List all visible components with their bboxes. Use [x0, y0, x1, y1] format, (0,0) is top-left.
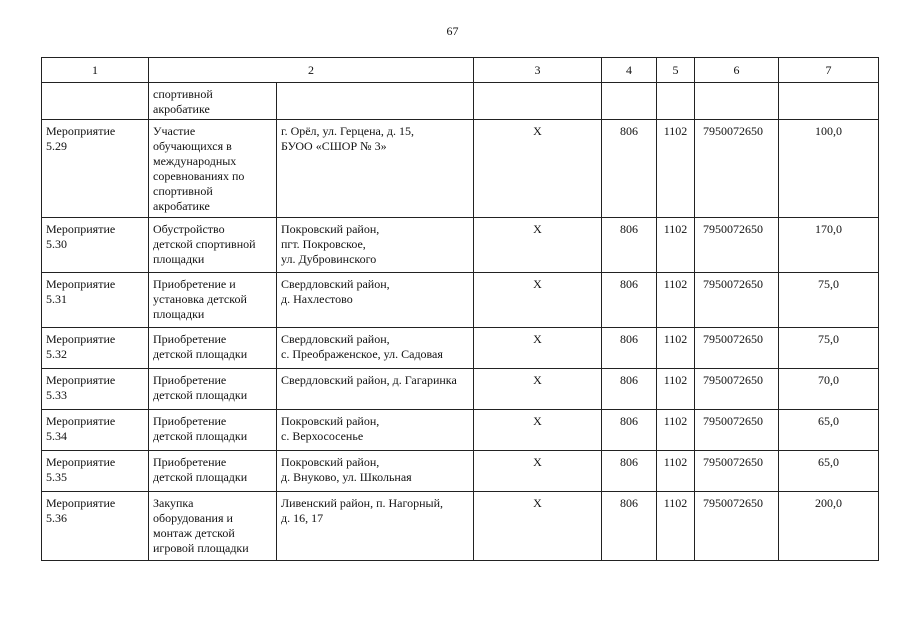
row-x: X	[474, 451, 602, 492]
row-c4	[602, 83, 657, 120]
header-col-2: 2	[149, 58, 474, 83]
row-subject: Приобретение детской площадки	[149, 328, 277, 369]
row-amount: 75,0	[779, 273, 879, 328]
row-x: X	[474, 492, 602, 561]
row-amount: 70,0	[779, 369, 879, 410]
row-c4: 806	[602, 492, 657, 561]
row-location: Покровский район, с. Верхососенье	[277, 410, 474, 451]
row-code: 7950072650	[695, 273, 779, 328]
row-x: X	[474, 328, 602, 369]
row-amount: 65,0	[779, 451, 879, 492]
header-row	[42, 58, 879, 83]
row-location: Свердловский район, с. Преображенское, ул. Садовая	[277, 328, 474, 369]
row-subject: Приобретение детской площадки	[149, 451, 277, 492]
row-code: 7950072650	[695, 120, 779, 218]
row-code: 7950072650	[695, 410, 779, 451]
row-c5: 1102	[657, 273, 695, 328]
row-x: X	[474, 410, 602, 451]
row-name: Мероприятие 5.35	[42, 451, 149, 492]
row-location: Свердловский район, д. Гагаринка	[277, 369, 474, 410]
table-row	[42, 451, 879, 492]
row-c4: 806	[602, 273, 657, 328]
row-code: 7950072650	[695, 492, 779, 561]
row-x: X	[474, 369, 602, 410]
row-location: Свердловский район, д. Нахлестово	[277, 273, 474, 328]
row-name: Мероприятие 5.31	[42, 273, 149, 328]
row-name: Мероприятие 5.34	[42, 410, 149, 451]
row-c5: 1102	[657, 451, 695, 492]
row-c4: 806	[602, 328, 657, 369]
row-location	[277, 83, 474, 120]
row-subject: Участие обучающихся в международных соревнованиях по спортивной акробатике	[149, 120, 277, 218]
row-subject: Приобретение детской площадки	[149, 369, 277, 410]
row-c5: 1102	[657, 410, 695, 451]
row-c5: 1102	[657, 218, 695, 273]
row-subject: Обустройство детской спортивной площадки	[149, 218, 277, 273]
table-row	[42, 273, 879, 328]
row-code: 7950072650	[695, 218, 779, 273]
row-c4: 806	[602, 120, 657, 218]
row-amount: 75,0	[779, 328, 879, 369]
table-row	[42, 492, 879, 561]
table-row	[42, 410, 879, 451]
measures-table	[41, 57, 879, 561]
row-name: Мероприятие 5.30	[42, 218, 149, 273]
header-col-7: 7	[779, 58, 879, 83]
row-x: X	[474, 120, 602, 218]
row-name: Мероприятие 5.32	[42, 328, 149, 369]
row-name: Мероприятие 5.29	[42, 120, 149, 218]
row-name: Мероприятие 5.33	[42, 369, 149, 410]
row-x	[474, 83, 602, 120]
table-row	[42, 120, 879, 218]
row-subject: Приобретение и установка детской площадки	[149, 273, 277, 328]
row-c4: 806	[602, 369, 657, 410]
header-col-5: 5	[657, 58, 695, 83]
row-c4: 806	[602, 451, 657, 492]
row-c5	[657, 83, 695, 120]
table-row	[42, 328, 879, 369]
continuation-row	[42, 83, 879, 120]
row-c5: 1102	[657, 120, 695, 218]
header-col-1: 1	[42, 58, 149, 83]
row-code: 7950072650	[695, 369, 779, 410]
row-code: 7950072650	[695, 328, 779, 369]
row-location: Покровский район, д. Внуково, ул. Школьная	[277, 451, 474, 492]
header-col-4: 4	[602, 58, 657, 83]
header-col-3: 3	[474, 58, 602, 83]
row-amount: 170,0	[779, 218, 879, 273]
row-subject: Закупка оборудования и монтаж детской игровой площадки	[149, 492, 277, 561]
row-c4: 806	[602, 410, 657, 451]
row-amount: 200,0	[779, 492, 879, 561]
page-number: 67	[446, 24, 459, 38]
row-c5: 1102	[657, 369, 695, 410]
row-c5: 1102	[657, 328, 695, 369]
row-location: Покровский район, пгт. Покровское, ул. Дубровинского	[277, 218, 474, 273]
row-c4: 806	[602, 218, 657, 273]
row-subject: Приобретение детской площадки	[149, 410, 277, 451]
table-row	[42, 218, 879, 273]
row-location: Ливенский район, п. Нагорный, д. 16, 17	[277, 492, 474, 561]
row-subject: спортивной акробатике	[149, 83, 277, 120]
header-col-6: 6	[695, 58, 779, 83]
row-x: X	[474, 218, 602, 273]
row-c5: 1102	[657, 492, 695, 561]
row-amount: 100,0	[779, 120, 879, 218]
row-location: г. Орёл, ул. Герцена, д. 15, БУОО «СШОР № 3»	[277, 120, 474, 218]
row-amount: 65,0	[779, 410, 879, 451]
row-x: X	[474, 273, 602, 328]
row-name: Мероприятие 5.36	[42, 492, 149, 561]
row-code	[695, 83, 779, 120]
row-amount	[779, 83, 879, 120]
row-name	[42, 83, 149, 120]
table-row	[42, 369, 879, 410]
row-code: 7950072650	[695, 451, 779, 492]
